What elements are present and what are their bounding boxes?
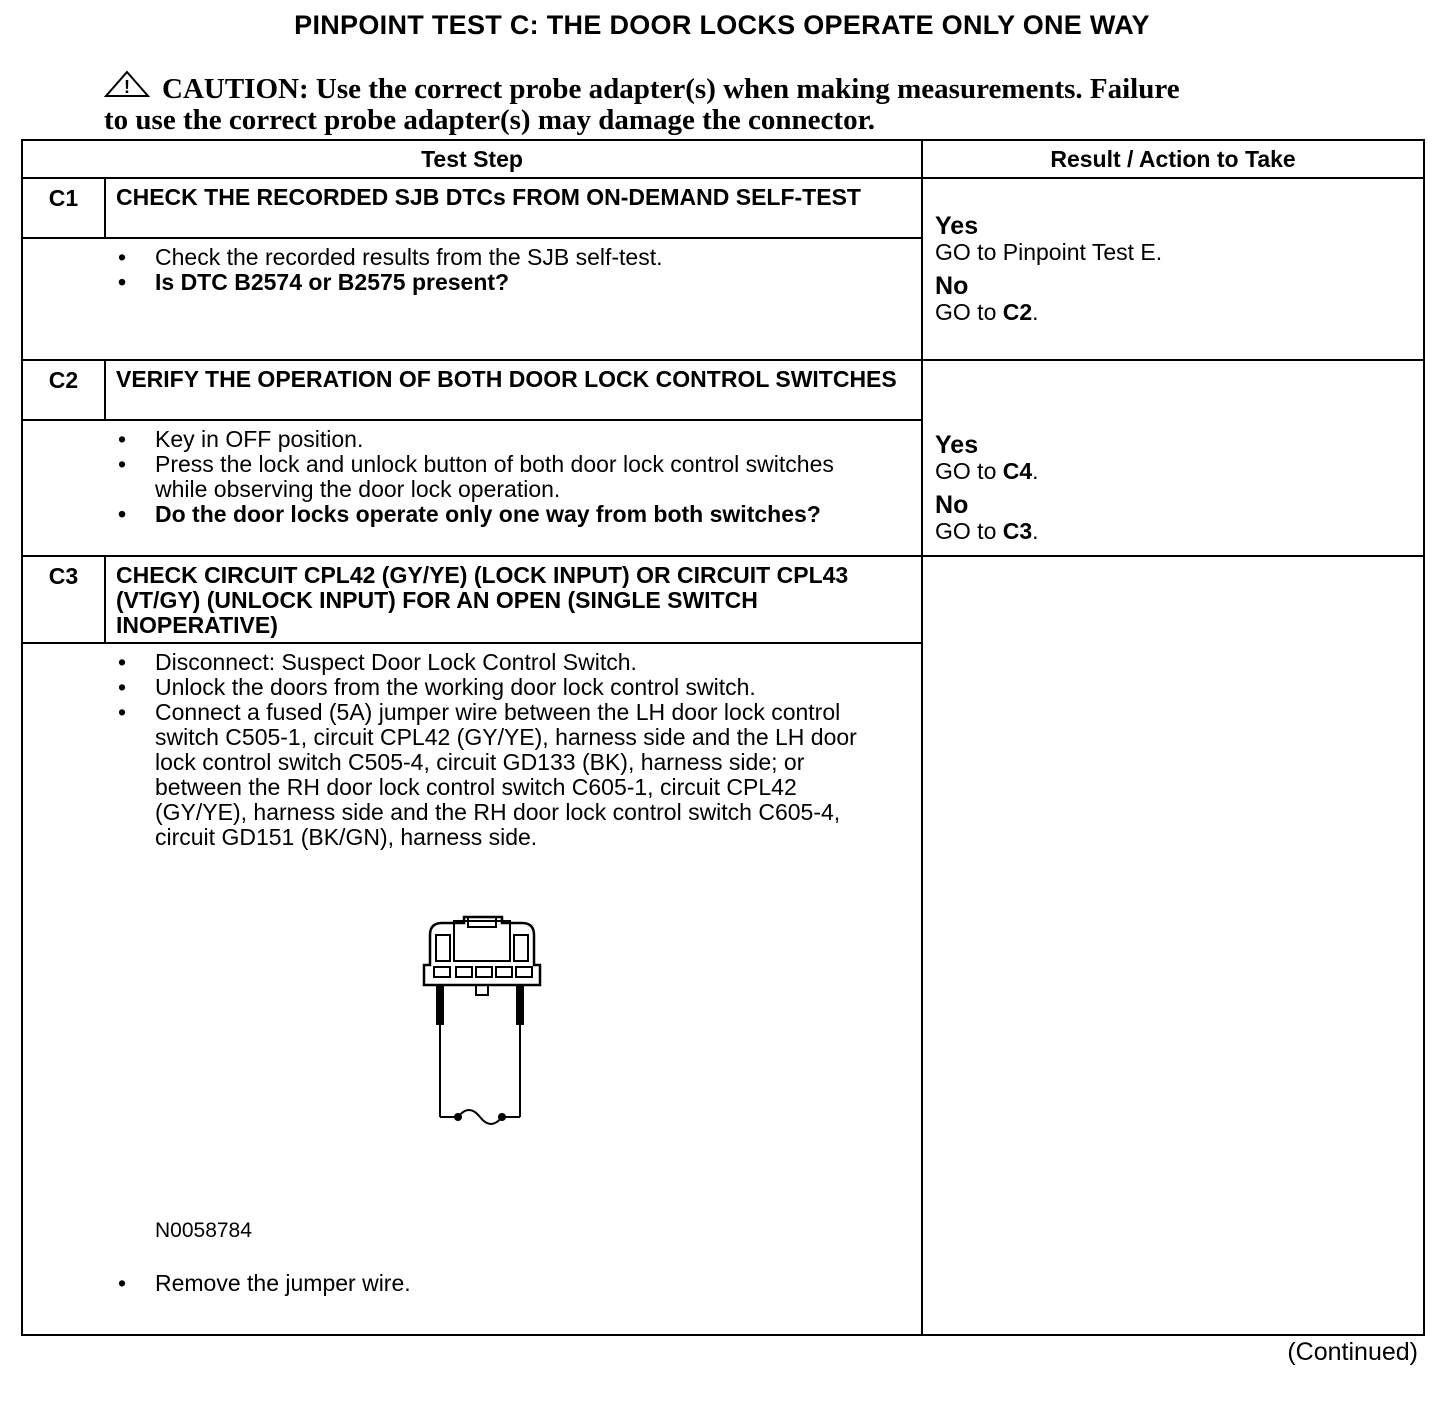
action-yes-c1: GO to Pinpoint Test E. — [935, 239, 1163, 265]
list-item: • Remove the jumper wire. — [23, 1271, 891, 1296]
table-header-row — [22, 140, 1424, 178]
list-item: • Press the lock and unlock button of both door lock control switches while observing the door lock operation. — [23, 452, 891, 502]
header-test-step: Test Step — [22, 140, 922, 178]
action-no-c2-prefix: GO to — [935, 518, 1003, 544]
result-c3 — [922, 556, 1424, 1335]
step-title-c3: CHECK CIRCUIT CPL42 (GY/YE) (LOCK INPUT) OR CIRCUIT CPL43 (VT/GY) (UNLOCK INPUT) FOR AN OPEN (SINGLE SWITCH INOPERATIVE) — [105, 556, 922, 643]
action-no-c1-target: C2 — [1002, 299, 1033, 325]
step-title-c1: CHECK THE RECORDED SJB DTCs FROM ON-DEMAND SELF-TEST — [105, 178, 922, 238]
action-no-c2 — [935, 519, 1411, 544]
step-c3-title-row — [22, 556, 1424, 643]
step-id-c3: C3 — [22, 556, 105, 643]
step-title-c2: VERIFY THE OPERATION OF BOTH DOOR LOCK CONTROL SWITCHES — [105, 360, 922, 420]
caution-note — [104, 70, 1304, 136]
procedure-c3 — [22, 643, 922, 1335]
pinpoint-test-table — [21, 139, 1425, 1336]
answer-no-c1: No — [935, 272, 969, 300]
action-no-c1-prefix: GO to — [935, 299, 1003, 325]
list-item: • Key in OFF position. — [23, 427, 891, 452]
step-id-c1: C1 — [22, 178, 105, 238]
list-item: • Connect a fused (5A) jumper wire between the LH door lock control switch C505-1, circuit CPL42 (GY/YE), harness side and the LH door lock control switch C505-4, circuit GD133 (BK), harness side; or between the RH door lock control switch C605-1, circuit CPL42 (GY/YE), harness side and the RH door lock control switch C605-4, circuit GD151 (BK/GN), harness side. — [23, 700, 891, 850]
action-yes-c2 — [935, 459, 1411, 484]
svg-text:!: ! — [124, 77, 130, 97]
figure-code: N0058784 — [155, 1219, 252, 1242]
page-title: PINPOINT TEST C: THE DOOR LOCKS OPERATE ONLY ONE WAY — [294, 10, 1150, 40]
list-item: • Check the recorded results from the SJB self-test. — [23, 245, 891, 270]
connector-jumper-icon — [418, 915, 548, 1165]
list-item: • Is DTC B2574 or B2575 present? — [23, 270, 891, 295]
procedure-c1 — [22, 238, 922, 360]
result-c2 — [922, 360, 1424, 556]
action-no-c1 — [935, 300, 1411, 325]
answer-no-c2: No — [935, 491, 969, 519]
warning-triangle-icon — [104, 70, 162, 105]
answer-yes-c1: Yes — [935, 212, 979, 240]
step-c2-title-row — [22, 360, 1424, 420]
list-item: • Disconnect: Suspect Door Lock Control Switch. — [23, 650, 891, 675]
answer-yes-c2: Yes — [935, 431, 979, 459]
caution-line-2: to use the correct probe adapter(s) may damage the connector. — [104, 104, 876, 136]
continued-label: (Continued) — [1287, 1338, 1418, 1366]
action-no-c2-target: C3 — [1002, 518, 1033, 544]
list-item: • Unlock the doors from the working door lock control switch. — [23, 675, 891, 700]
connector-jumper-diagram — [23, 850, 911, 1210]
caution-label: CAUTION: — [162, 73, 309, 105]
action-yes-c2-prefix: GO to — [935, 458, 1003, 484]
action-no-c1-period: . — [1032, 299, 1039, 325]
step-c1-title-row — [22, 178, 1424, 238]
action-no-c2-period: . — [1032, 518, 1039, 544]
step-id-c2: C2 — [22, 360, 105, 420]
action-yes-c2-period: . — [1032, 458, 1039, 484]
list-item: • Do the door locks operate only one way from both switches? — [23, 502, 891, 527]
procedure-c2 — [22, 420, 922, 556]
action-yes-c2-target: C4 — [1002, 458, 1033, 484]
header-result: Result / Action to Take — [922, 140, 1424, 178]
caution-line-1: Use the correct probe adapter(s) when making measurements. Failure — [315, 73, 1180, 105]
result-c1 — [922, 178, 1424, 360]
